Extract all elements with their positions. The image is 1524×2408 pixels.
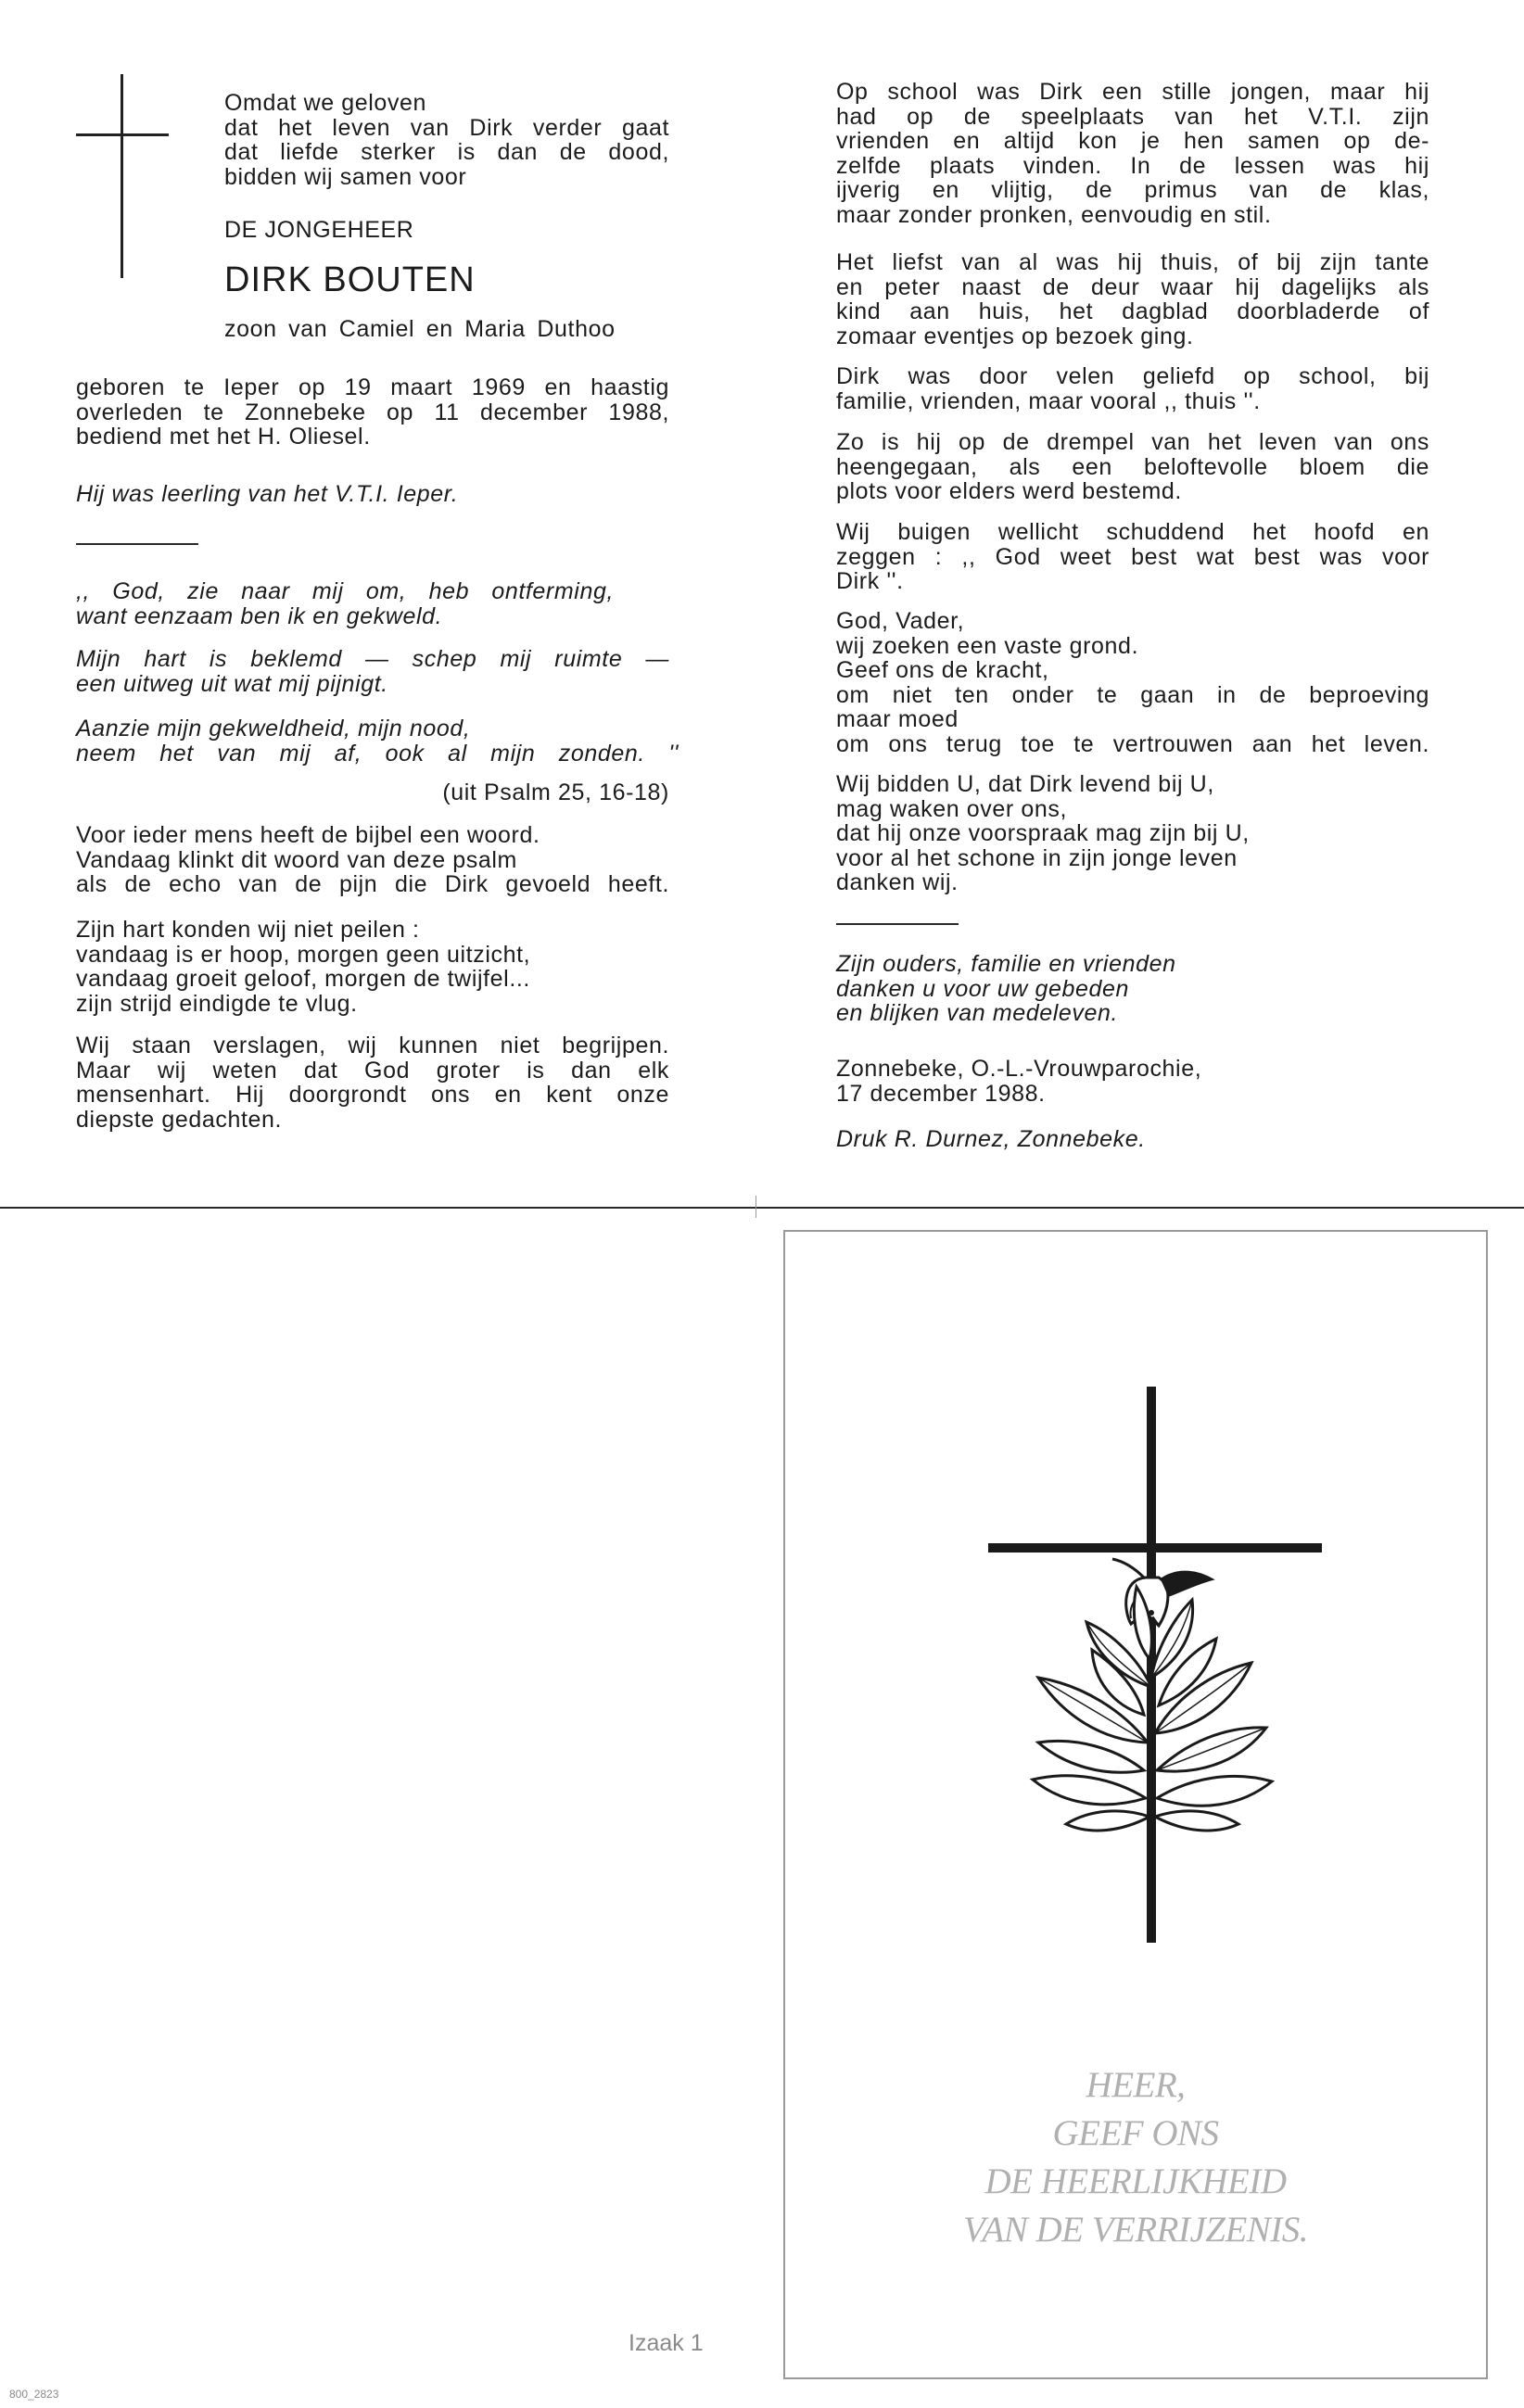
heart-paragraph: Zijn hart konden wij niet peilen : vandaag is er hoop, morgen geen uitzicht, vandaag groeit geloof, morgen de twijfel... zijn strijd eindigde te vlug. bbox=[76, 917, 531, 1017]
archive-code: 800_2823 bbox=[9, 2388, 59, 2401]
school-line: Hij was leerling van het V.T.I. Ieper. bbox=[76, 481, 459, 507]
stunned-paragraph: Wij staan verslagen, wij kunnen niet begrijpen. Maar wij weten dat God groter is dan elk mensenhart. Hij doorgrondt ons en kent onze diepste gedachten. bbox=[76, 1033, 669, 1133]
psalm-verse-2: Mijn hart is beklemd — schep mij ruimte — een uitweg uit wat mij pijnigt. bbox=[76, 646, 669, 697]
prayer-part-1: God, Vader, wij zoeken een vaste grond. Geef ons de kracht, om niet ten onder te gaan in de beproeving maar moed om ons terug toe te vertrouwen aan het leven. bbox=[836, 608, 1429, 757]
psalm-verse-1: ,, God, zie naar mij om, heb ontferming, want eenzaam ben ik en gekweld. bbox=[76, 578, 614, 629]
school-paragraph: Op school was Dirk een stille jongen, maar hij had op de speelplaats van het V.T.I. zijn vrienden en altijd kon je hen samen op de- zelfde plaats vinden. In de lessen was hij ijverig en vlijtig, de primus van de klas, maar zonder pronken, eenvoudig en stil. bbox=[836, 79, 1429, 228]
birth-death-paragraph: geboren te Ieper op 19 maart 1969 en haastig overleden te Zonnebeke op 11 december 1988, bediend met het H. Oliesel. bbox=[76, 374, 669, 450]
card-motto: HEER, GEEF ONS DE HEERLIJKHEID VAN DE VERRIJZENIS. bbox=[962, 2065, 1309, 2250]
divider-left bbox=[76, 543, 198, 545]
bible-paragraph: Voor ieder mens heeft de bijbel een woord. Vandaag klinkt dit woord van deze psalm als de echo van de pijn die Dirk gevoeld heeft. bbox=[76, 822, 669, 897]
parents-line: zoon van Camiel en Maria Duthoo bbox=[224, 316, 616, 342]
divider-right bbox=[836, 923, 959, 925]
place-date: Zonnebeke, O.-L.-Vrouwparochie, 17 december 1988. bbox=[836, 1056, 1202, 1107]
bow-paragraph: Wij buigen wellicht schuddend het hoofd en zeggen : ,, God weet best wat best was voor Dirk ''. bbox=[836, 519, 1429, 594]
fold-line bbox=[0, 1207, 1524, 1209]
deceased-name: DIRK BOUTEN bbox=[224, 260, 476, 299]
opening-verse: Omdat we geloven dat het leven van Dirk verder gaat dat liefde sterker is dan de dood, bidden wij samen voor bbox=[224, 90, 669, 190]
psalm-source: (uit Psalm 25, 16-18) bbox=[442, 779, 669, 805]
loved-paragraph: Dirk was door velen geliefd op school, bij familie, vrienden, maar vooral ,, thuis ''. bbox=[836, 363, 1429, 414]
printer-line: Druk R. Durnez, Zonnebeke. bbox=[836, 1126, 1146, 1152]
handwritten-note: Izaak 1 bbox=[629, 2330, 704, 2356]
threshold-paragraph: Zo is hij op de drempel van het leven van ons heengegaan, als een beloftevolle bloem die plots voor elders werd bestemd. bbox=[836, 429, 1429, 504]
home-paragraph: Het liefst van al was hij thuis, of bij zijn tante en peter naast de deur waar hij dagelijks als kind aan huis, het dagblad doorbladerde of zomaar eventjes op bezoek ging. bbox=[836, 249, 1429, 349]
cross-with-flowers-icon bbox=[983, 1381, 1326, 1983]
honorific: DE JONGEHEER bbox=[224, 217, 414, 243]
psalm-verse-3: Aanzie mijn gekweldheid, mijn nood, neem het van mij af, ook al mijn zonden. '' bbox=[76, 716, 679, 767]
thanks-paragraph: Zijn ouders, familie en vrienden danken u voor uw gebeden en blijken van medeleven. bbox=[836, 951, 1176, 1026]
prayer-part-2: Wij bidden U, dat Dirk levend bij U, mag waken over ons, dat hij onze voorspraak mag zijn bij U, voor al het schone in zijn jonge leven danken wij. bbox=[836, 771, 1250, 895]
